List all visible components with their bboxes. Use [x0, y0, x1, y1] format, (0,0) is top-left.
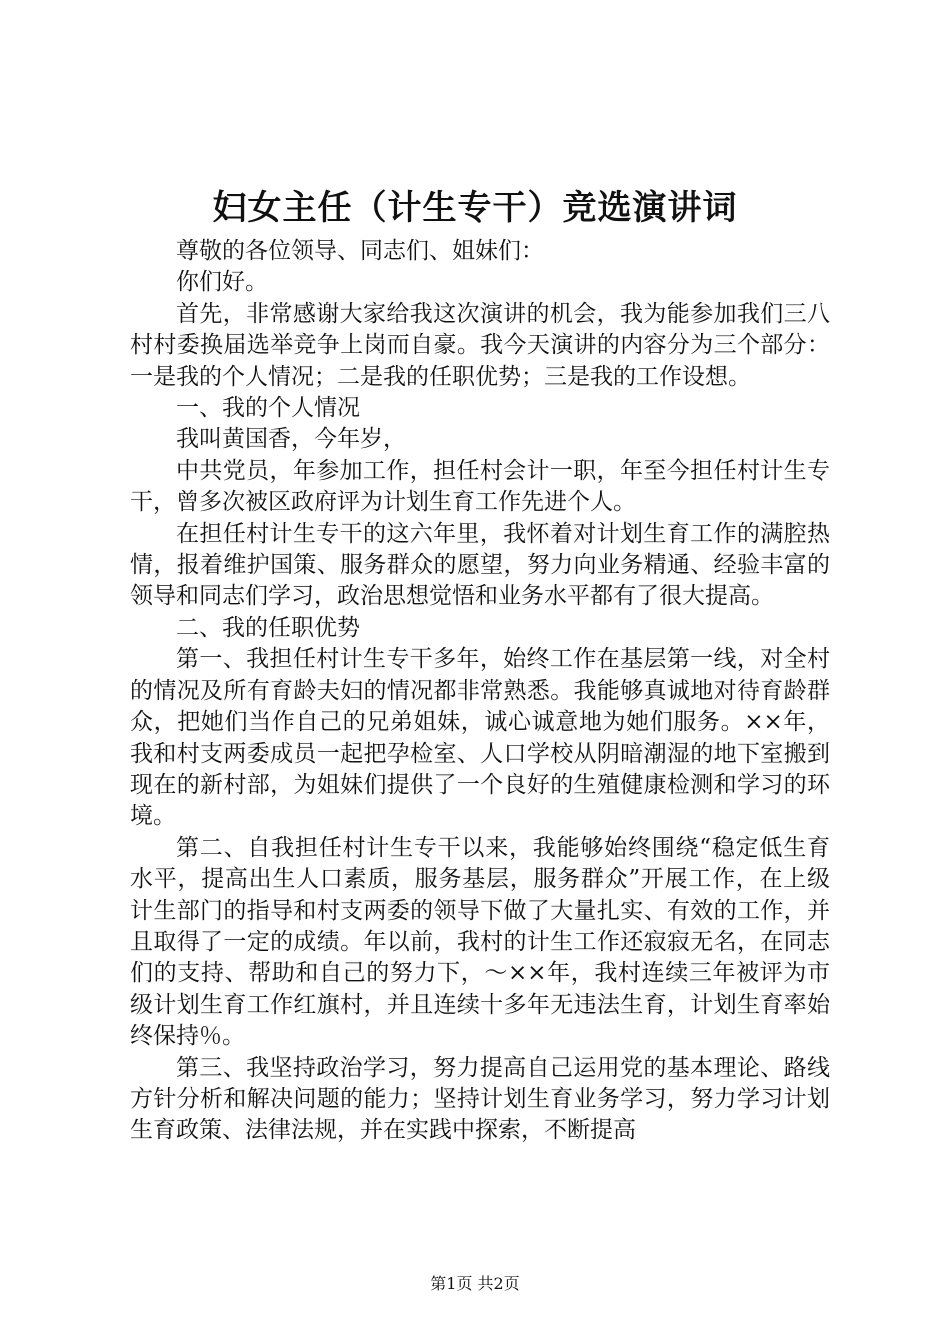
document-body [130, 236, 830, 1147]
paragraph-six-years: 在担任村计生专干的这六年里，我怀着对计划生育工作的满腔热情，报着维护国策、服务群众的愿望，努力向业务精通、经验丰富的领导和同志们学习，政治思想觉悟和业务水平都有了很大提高。 [130, 520, 830, 610]
page-footer: 第1页 共2页 [430, 1274, 520, 1293]
document-title: 妇女主任（计生专干）竞选演讲词 [212, 188, 738, 228]
paragraph-intro: 首先，非常感谢大家给我这次演讲的机会，我为能参加我们三八村村委换届选举竞争上岗而自豪。我今天演讲的内容分为三个部分：一是我的个人情况；二是我的任职优势；三是我的工作设想。 [130, 300, 830, 390]
paragraph-name: 我叫黄国香，今年岁， [176, 426, 406, 453]
section-heading-personal: 一、我的个人情况 [176, 395, 360, 422]
paragraph-background: 中共党员，年参加工作，担任村会计一职，年至今担任村计生专干，曾多次被区政府评为计划生育工作先进个人。 [130, 457, 830, 516]
paragraph-greeting: 你们好。 [176, 269, 268, 296]
paragraph-salutation: 尊敬的各位领导、同志们、姐妹们： [176, 238, 544, 264]
paragraph-third-advantage: 第三、我坚持政治学习，努力提高自己运用党的基本理论、路线方针分析和解决问题的能力；坚持计划生育业务学习，努力学习计划生育政策、法律法规，并在实践中探索，不断提高 [130, 1054, 830, 1144]
section-heading-advantages: 二、我的任职优势 [176, 614, 360, 641]
paragraph-first-advantage: 第一、我担任村计生专干多年，始终工作在基层第一线，对全村的情况及所有育龄夫妇的情况都非常熟悉。我能够真诚地对待育龄群众，把她们当作自己的兄弟姐妹，诚心诚意地为她们服务。××年，我和村支两委成员一起把孕检室、人口学校从阴暗潮湿的地下室搬到现在的新村部，为姐妹们提供了一个良好的生殖健康检测和学习的环境。 [130, 646, 830, 830]
paragraph-second-advantage: 第二、自我担任村计生专干以来，我能够始终围绕“稳定低生育水平，提高出生人口素质，服务基层，服务群众”开展工作，在上级计生部门的指导和村支两委的领导下做了大量扎实、有效的工作，并且取得了一定的成绩。年以前，我村的计生工作还寂寂无名，在同志们的支持、帮助和自己的努力下，～××年，我村连续三年被评为市级计划生育工作红旗村，并且连续十多年无违法生育，计划生育率始终保持％。 [130, 834, 830, 1050]
